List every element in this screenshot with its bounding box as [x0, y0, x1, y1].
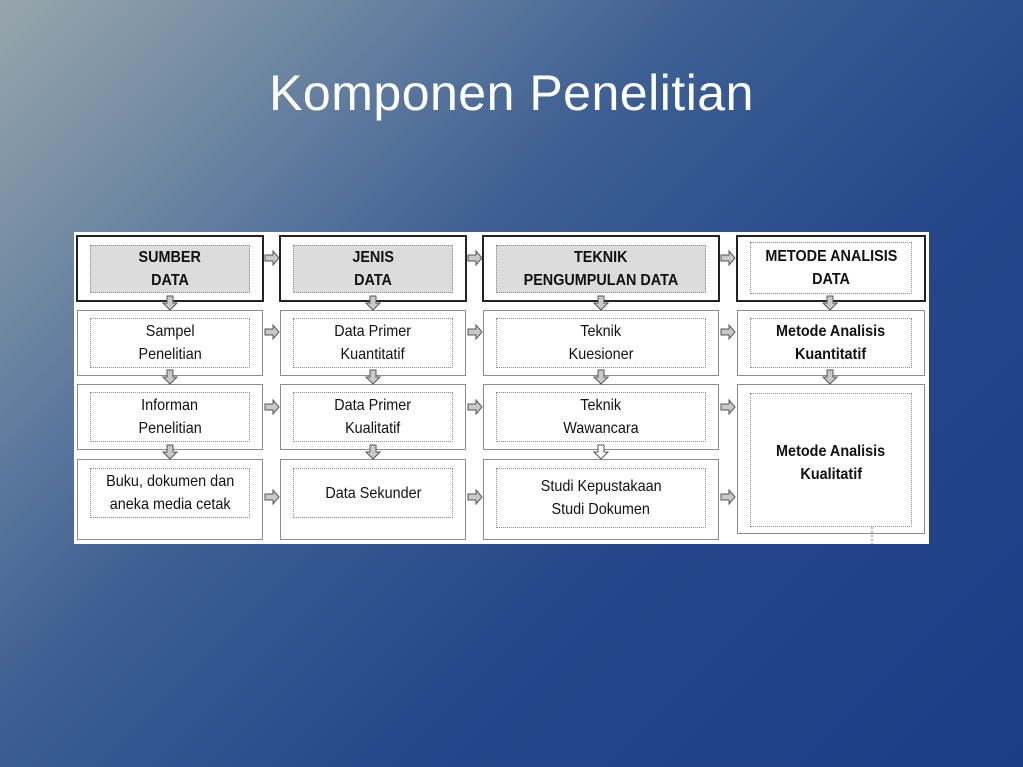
header-line: DATA: [151, 272, 189, 289]
cell-line: Kuesioner: [568, 346, 634, 363]
cell-line: Metode Analisis: [776, 443, 886, 460]
arrow-down-icon: [365, 369, 381, 385]
cell-line: Studi Dokumen: [551, 501, 651, 518]
arrow-right-icon: [264, 399, 280, 415]
cell-data-primer-kualitatif: [280, 384, 466, 450]
cell-line: Kuantitatif: [795, 346, 867, 363]
cell-line: Data Primer: [334, 323, 412, 340]
cell-teknik-wawancara: [483, 384, 719, 450]
cell-line: Kualitatif: [345, 420, 401, 437]
cell-line: Kuantitatif: [340, 346, 406, 363]
arrow-down-icon: [162, 369, 178, 385]
header-line: TEKNIK: [574, 249, 628, 266]
cell-line: Buku, dokumen dan: [105, 473, 235, 490]
header-line: SUMBER: [138, 249, 202, 266]
cell-line: Teknik: [580, 397, 622, 414]
cell-line: aneka media cetak: [109, 496, 231, 513]
arrow-right-icon: [264, 250, 280, 266]
cell-line: Data Primer: [334, 397, 412, 414]
arrow-down-icon: [593, 295, 609, 311]
cell-line: Kualitatif: [800, 466, 862, 483]
header-teknik-pengumpulan-data: [482, 235, 720, 302]
cell-data-primer-kuantitatif: [280, 310, 466, 376]
cell-buku-dokumen: [77, 459, 263, 540]
cell-data-sekunder: [280, 459, 466, 540]
cell-line: Teknik: [580, 323, 622, 340]
cell-teknik-kuesioner: [483, 310, 719, 376]
arrow-down-icon: [365, 295, 381, 311]
cell-line: Studi Kepustakaan: [540, 478, 662, 495]
cell-line: Metode Analisis: [776, 323, 886, 340]
arrow-down-icon: [593, 369, 609, 385]
cell-metode-kuantitatif: [737, 310, 925, 376]
arrow-down-icon: [162, 444, 178, 460]
arrow-down-icon: [822, 295, 838, 311]
arrow-right-icon: [720, 399, 736, 415]
cell-line: Penelitian: [138, 346, 202, 363]
cell-line: Data Sekunder: [324, 484, 422, 502]
header-jenis-data: [279, 235, 467, 302]
arrow-down-icon: [822, 369, 838, 385]
header-line: PENGUMPULAN DATA: [523, 272, 679, 289]
arrow-right-icon: [467, 250, 483, 266]
cell-line: Penelitian: [138, 420, 202, 437]
cell-line: Informan: [141, 397, 199, 414]
cell-informan-penelitian: [77, 384, 263, 450]
cell-line: Sampel: [145, 323, 195, 340]
cell-line: Wawancara: [563, 420, 639, 437]
arrow-right-icon: [720, 324, 736, 340]
arrow-right-icon: [720, 250, 736, 266]
research-components-diagram: [74, 232, 929, 544]
header-line: JENIS: [352, 249, 394, 266]
header-line: DATA: [354, 272, 392, 289]
slide-title: Komponen Penelitian: [269, 65, 754, 121]
cell-sampel-penelitian: [77, 310, 263, 376]
arrow-right-icon: [467, 489, 483, 505]
header-metode-analisis-data: [736, 235, 926, 302]
cell-studi-kepustakaan: [483, 459, 719, 540]
arrow-right-icon: [264, 489, 280, 505]
header-line: DATA: [812, 271, 850, 288]
arrow-right-icon: [467, 324, 483, 340]
arrow-down-icon: [593, 444, 609, 460]
cell-metode-kualitatif: [737, 384, 925, 534]
arrow-right-icon: [264, 324, 280, 340]
dotted-guide-line: [870, 527, 874, 544]
arrow-right-icon: [720, 489, 736, 505]
header-sumber-data: [76, 235, 264, 302]
arrow-right-icon: [467, 399, 483, 415]
header-line: METODE ANALISIS: [764, 248, 898, 265]
arrow-down-icon: [365, 444, 381, 460]
arrow-down-icon: [162, 295, 178, 311]
